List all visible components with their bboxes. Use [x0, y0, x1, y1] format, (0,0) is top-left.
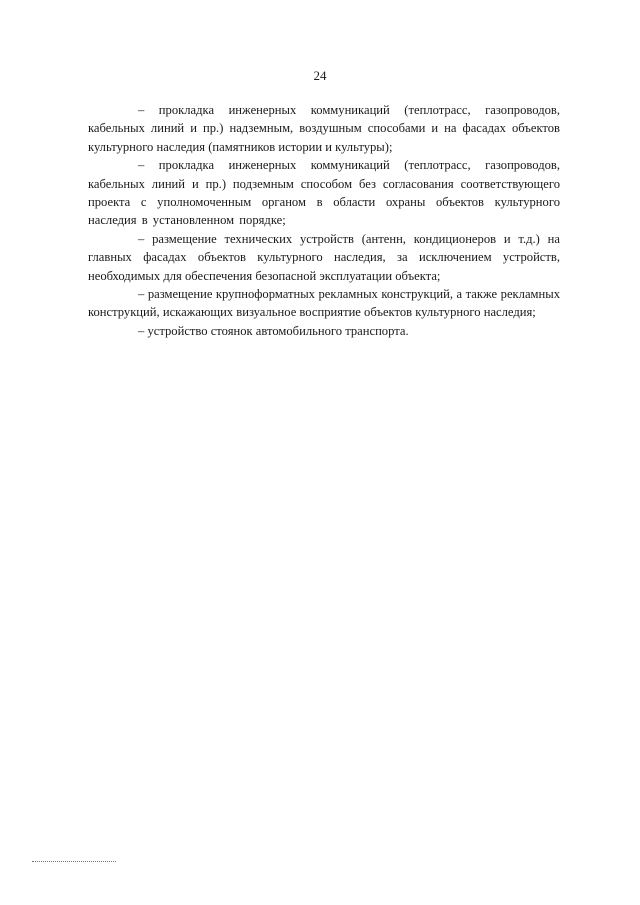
list-item-parking: – устройство стоянок автомобильного транспорта. [138, 323, 409, 338]
list-item-technical-devices: – размещение технических устройств (антенн, кондиционеров и т.д.) на главных фасадах объектов культурного наследия, за исключением устройств, необходимых для обеспечения безопасной эксплуатации объекта; [88, 231, 560, 283]
list-item-advertising-structures: – размещение крупноформатных рекламных конструкций, а также рекламных конструкций, искажающих визуальное восприятие объектов культурного наследия; [88, 287, 560, 320]
restrictions-list [88, 101, 560, 340]
list-item-overhead-utilities: – прокладка инженерных коммуникаций (теплотрасс, газопроводов, кабельных линий и пр.) надземным, воздушным способами и на фасадах объектов культурного наследия (памятников истории и культуры); [88, 103, 560, 154]
page-number: 24 [313, 68, 327, 83]
list-item-underground-utilities: – прокладка инженерных коммуникаций (теплотрасс, газопроводов, кабельных линий и пр.) подземным способом без согласования соответствующего проекта с уполномоченным органом в области охраны объектов культурного наследия в установленном порядке; [88, 158, 560, 228]
footer-divider [32, 861, 116, 862]
